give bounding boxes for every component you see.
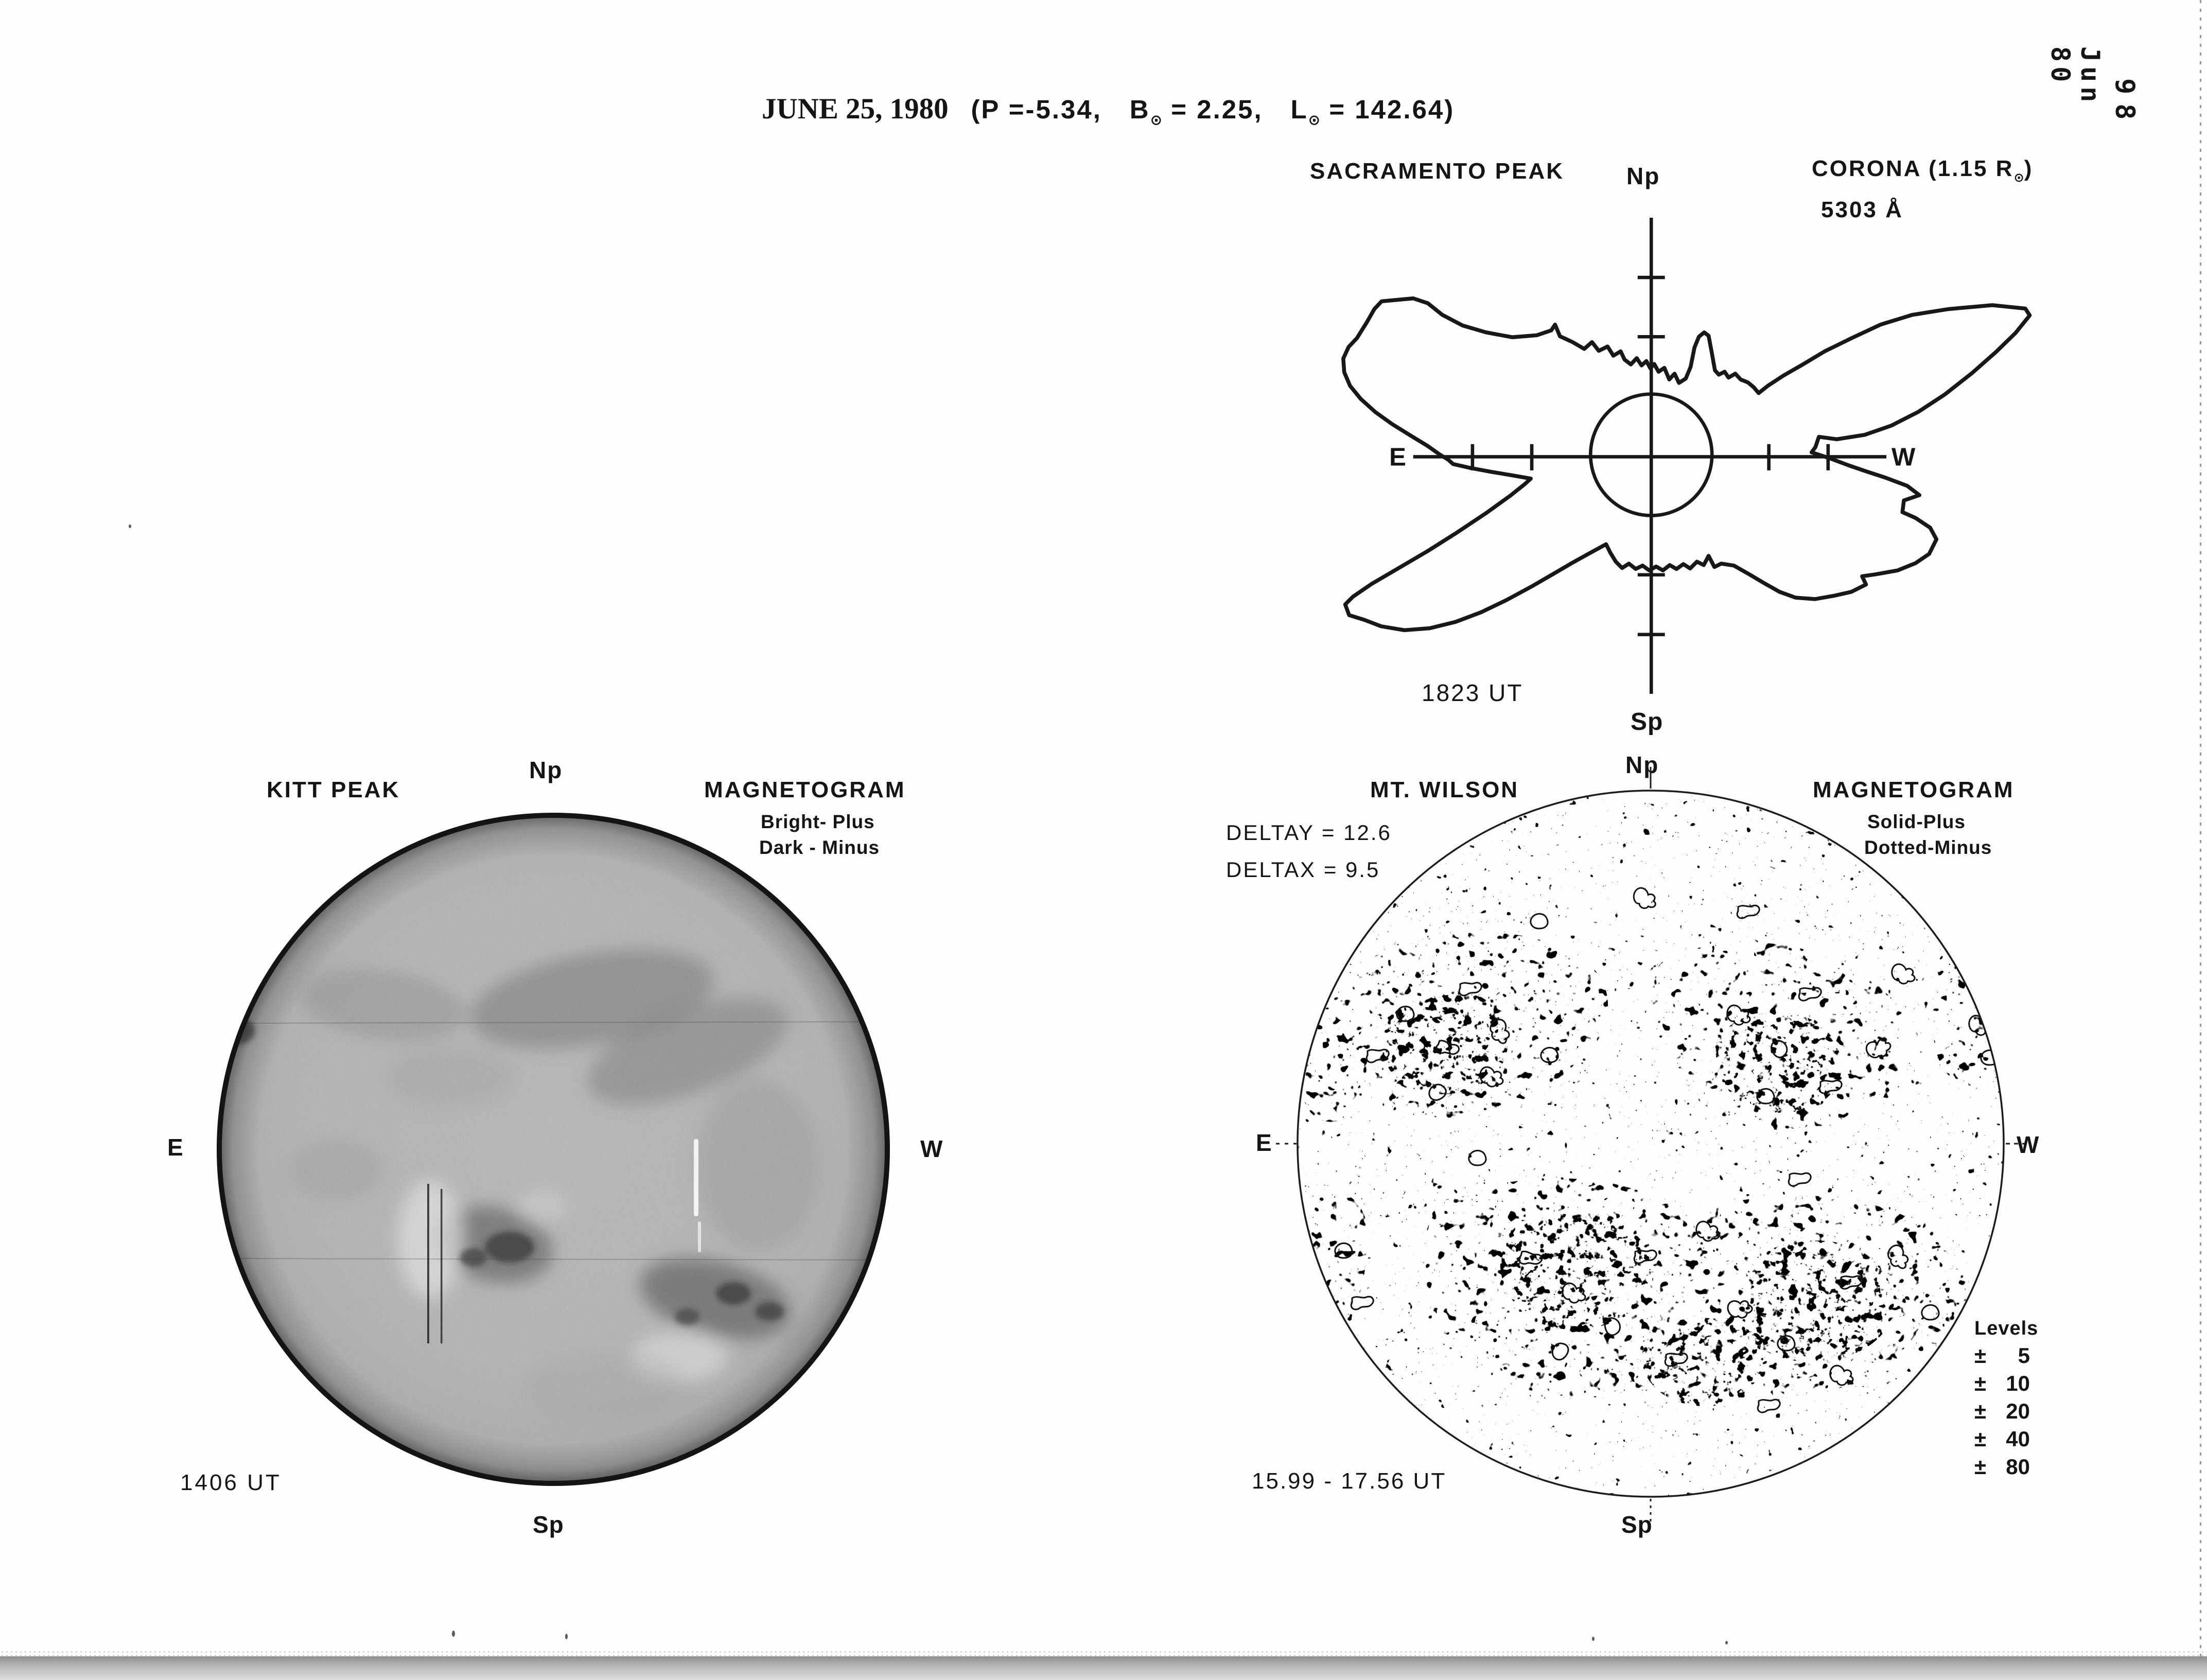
mtwilson-observatory-label: MT. WILSON [1370,777,1519,802]
kittpeak-legend-minus: Dark - Minus [759,837,880,858]
mtwilson-east-label: E [1256,1129,1272,1156]
corona-title: CORONA (1.15 $R_⊙$) [1812,156,2034,185]
mtwilson-type-label: MAGNETOGRAM [1813,777,2015,802]
mtwilson-west-label: W [2017,1131,2040,1158]
level-row: ± 10 [1974,1371,2030,1395]
level-row: ± 5 [1974,1343,2030,1368]
ink-speck [129,524,131,528]
mtwilson-np-label: Np [1625,751,1659,778]
sun-symbol: ⊙ [2013,170,2024,185]
mtwilson-time-label: 15.99 - 17.56 UT [1252,1468,1447,1494]
contour-field [1275,763,2026,1525]
corona-plot-svg [1332,218,2036,694]
level-row: ± 40 [1974,1426,2030,1451]
mtwilson-deltay-label: DELTAY = 12.6 [1226,820,1392,845]
levels-title: Levels [1974,1318,2039,1339]
page-title [762,94,1455,128]
title-l0: $L_⊙ = 142.64$) [1290,95,1455,128]
sun-symbol: ⊙ [1150,112,1163,128]
sun-symbol: ⊙ [1308,112,1321,128]
sacramento-time-label: 1823 UT [1422,679,1523,706]
kittpeak-sp-label: Sp [533,1511,564,1538]
mtwilson-deltax-label: DELTAX = 9.5 [1226,857,1380,882]
plus-minus-symbol: ± [1974,1371,1987,1395]
page-label-number: 98 [2109,78,2140,129]
kittpeak-legend-plus: Bright- Plus [761,811,875,832]
kittpeak-west-label: W [920,1135,943,1162]
kittpeak-np-label: Np [529,757,563,783]
levels-legend [1974,1319,2038,1479]
level-row: ± 20 [1974,1398,2030,1423]
mtwilson-legend-minus: Dotted-Minus [1864,837,1992,858]
title-date: JUNE 25, 1980 [762,93,949,125]
ink-speck [1725,1641,1728,1644]
sacramento-np-label: Np [1626,163,1660,189]
mtwilson-legend-plus: Solid-Plus [1867,811,1966,832]
corona-intensity-contour [1343,299,2030,631]
page-label-month: Jun 80 [2045,46,2105,107]
kittpeak-type-label: MAGNETOGRAM [704,777,906,802]
ink-speck [452,1631,455,1637]
corona-west-label: W [1891,443,1916,471]
sparse-blob-layer [1275,763,2026,1525]
corona-axes [1343,218,2030,694]
plus-minus-symbol: ± [1974,1343,1987,1368]
ink-speck [1592,1637,1595,1641]
scan-bottom-band [0,1656,2207,1680]
title-p-value: (P =-5.34, [971,95,1102,124]
mtwilson-magnetogram-svg [1275,763,2026,1525]
kittpeak-magnetogram-svg [214,810,893,1489]
sacramento-sp-label: Sp [1631,708,1663,736]
sacramento-observatory-label: SACRAMENTO PEAK [1310,159,1565,184]
plus-minus-symbol: ± [1974,1398,1987,1423]
kittpeak-observatory-label: KITT PEAK [267,777,400,802]
kittpeak-east-label: E [167,1134,184,1161]
ink-speck [565,1634,568,1639]
corona-east-label: E [1389,443,1406,471]
title-b0: $B_⊙ = 2.25$, [1129,95,1263,128]
kittpeak-time-label: 1406 UT [180,1470,282,1495]
plus-minus-symbol: ± [1974,1426,1987,1451]
level-row: ± 80 [1974,1454,2030,1479]
plus-minus-symbol: ± [1974,1454,1987,1479]
corona-wavelength: 5303 Å [1821,197,1903,222]
mtwilson-sp-label: Sp [1621,1511,1653,1538]
scan-edge-dotted-line [2200,0,2201,1680]
limb-darkening [219,815,887,1483]
